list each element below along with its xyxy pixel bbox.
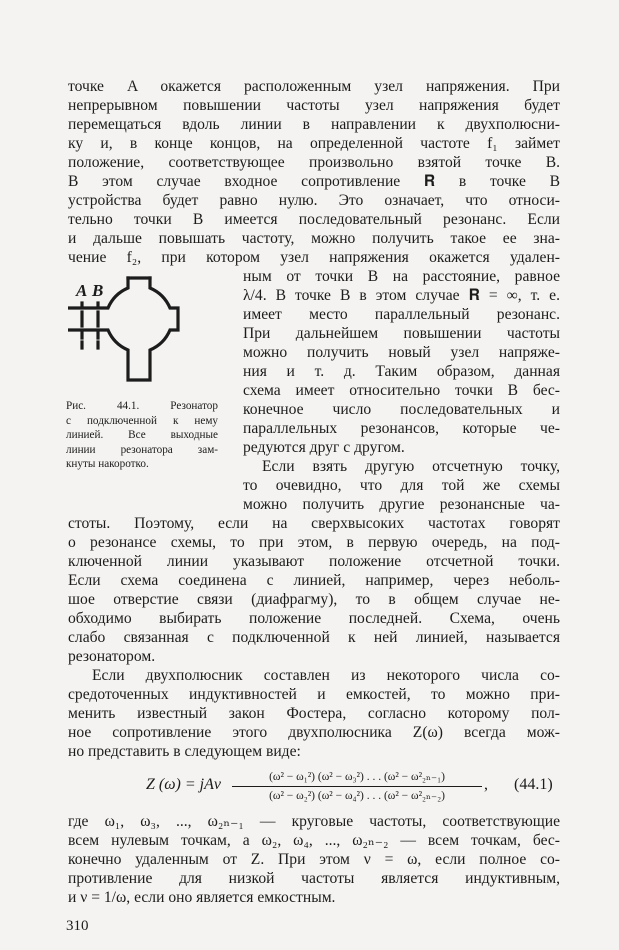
text-line: Если взять другую отсчетную точку, (262, 458, 560, 475)
text-line: ное сопротивление этого двухполюсника Z(ω) всегда мож- (68, 724, 560, 741)
text-line: Если схема соединена с линией, например, через неболь- (68, 572, 560, 589)
text-line: противление для низкой частоты является индуктивным, (68, 870, 560, 887)
text-line: При дальнейшем повышении частоты (243, 325, 560, 342)
text-line: чение f₂, при котором узел напряжения окажется удален- (68, 249, 560, 266)
formula-numerator: (ω² − ω₁²) (ω² − ω₃²) . . . (ω² − ω²₂ₙ₋₁) (269, 771, 445, 783)
text-line: положение, соответствующее произвольно взятой точке B. (68, 154, 560, 171)
text-line: обходимо выбирать положение последней. Схема, очень (68, 610, 560, 627)
formula-tail: , (484, 776, 488, 793)
text-line: о резонансе схемы, то при этом, в первую очередь, на под- (68, 534, 560, 551)
text-line: но представить в следующем виде: (68, 743, 301, 760)
text-line: непрерывном повышении частоты узел напряжения будет (68, 97, 560, 114)
page-number: 310 (66, 918, 89, 934)
text-line: и ν = 1/ω, если оно является емкостным. (68, 889, 336, 906)
text-line: шое отверстие связи (диафрагму), то в общем случае не- (68, 591, 560, 608)
formula-lhs: Z (ω) = jAν (146, 776, 221, 793)
figure-label-a: A (76, 281, 88, 300)
formula-denominator: (ω² − ω₂²) (ω² − ω₄²) . . . (ω² − ω²₂ₙ₋₂) (269, 790, 445, 802)
text-line: устройства будет равно нулю. Это означает, что относи- (68, 192, 560, 209)
text-line: В этом случае входное сопротивление 𝐑 в точке B (68, 173, 560, 190)
text-line: точке A окажется расположенным узел напряжения. При (68, 78, 560, 95)
text-line: ку и, в конце концов, на определенной частоте f₁ займет (68, 135, 560, 152)
text-line: конечное число последовательных и (243, 401, 560, 418)
text-line: схема имеет относительно точки B бес- (243, 382, 560, 399)
text-line: имеет место параллельный резонанс. (243, 306, 560, 323)
caption-line: линии резонатора зам- (66, 443, 218, 456)
text-line: Если двухполюсник составлен из некоторого числа со- (92, 667, 560, 684)
text-line: тельно точки B имеется последовательный резонанс. Если (68, 211, 560, 228)
text-line: параллельных резонансов, которые че- (243, 420, 560, 437)
text-line: и дальше повышать частоту, можно получить такое ее зна- (68, 230, 560, 247)
text-line: λ/4. В точке B в этом случае 𝐑 = ∞, т. е. (243, 287, 560, 304)
caption-line: линией. Все выходные (66, 429, 218, 442)
text-line: ния и т. д. Таким образом, данная (243, 363, 560, 380)
caption-line: кнуты накоротко. (66, 458, 149, 471)
text-line: редуются друг с другом. (243, 439, 405, 456)
text-line: слабо связанная с подключенной к ней линией, называется (68, 629, 560, 646)
text-line: резонатором. (68, 648, 156, 665)
caption-line: с подключенной к нему (66, 414, 218, 427)
formula-fraction (232, 770, 482, 803)
fraction-bar (232, 786, 482, 787)
text-line: можно получить новый узел напряже- (243, 344, 560, 361)
text-line: средоточенных индуктивностей и емкостей, то можно при- (68, 686, 560, 703)
caption-line: Рис. 44.1. Резонатор (66, 400, 218, 412)
equation-number: (44.1) (514, 776, 553, 793)
text-line: стоты. Поэтому, если на сверхвысоких частотах говорят (68, 515, 560, 532)
text-line: конечно удаленным от Z. При этом ν = ω, если полное со- (68, 851, 560, 868)
text-line: ным от точки B на расстояние, равное (243, 268, 560, 285)
figure-caption (66, 399, 218, 472)
text-line: ключенной линии указывают положение отсчетной точки. (68, 553, 560, 570)
text-line: то очевидно, что для той же схемы (243, 477, 560, 494)
text-line: перемещаться вдоль линии в направлении к двухполюсни- (68, 116, 560, 133)
figure-label-b: B (92, 281, 104, 300)
resonator-figure (68, 268, 200, 390)
text-line: менить известный закон Фостера, согласно которому пол- (68, 705, 560, 722)
text-line: можно получить другие резонансные ча- (243, 496, 560, 513)
text-line: где ω₁, ω₃, ..., ω₂ₙ₋₁ — круговые частоты, соответствующие (68, 813, 560, 830)
text-line: всем нулевым точкам, а ω₂, ω₄, ..., ω₂ₙ₋₂ — всем точкам, бес- (68, 832, 560, 849)
